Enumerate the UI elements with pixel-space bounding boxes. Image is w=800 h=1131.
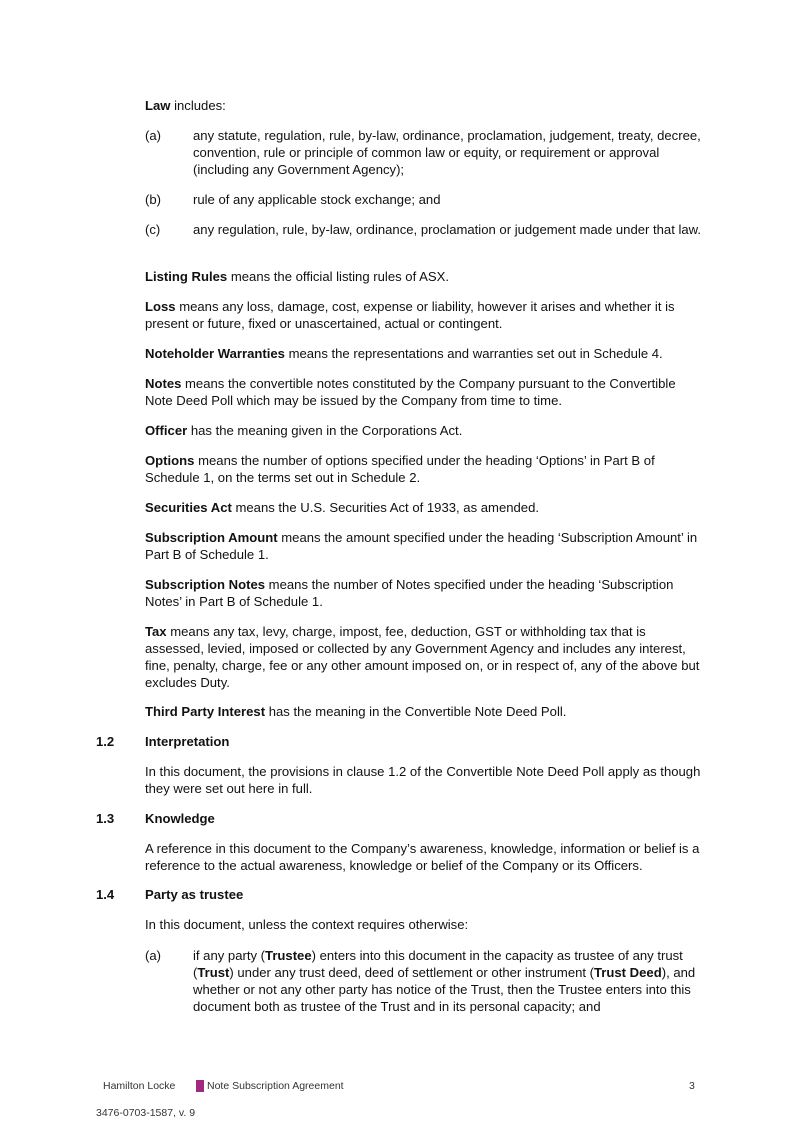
list-item-label: (a) <box>145 128 162 143</box>
definition-listing-rules <box>145 268 705 285</box>
clause-number: 1.3 <box>96 811 115 826</box>
definition-subscription-amount <box>145 529 705 563</box>
list-item <box>145 221 705 238</box>
definition-term: Officer <box>145 423 188 438</box>
definition-term: Listing Rules <box>145 269 228 284</box>
list-item <box>145 191 705 208</box>
definition-text: means the number of options specified under the heading ‘Options’ in Part B of Schedule 1, on the terms set out in Schedule 2. <box>145 453 655 485</box>
footer-title-text: Note Subscription Agreement <box>207 1080 344 1092</box>
defined-term-trust: Trust <box>197 965 230 980</box>
text-run: ), and whether or not any other party has notice of the Trust, then the Trustee enters into this document both as trustee of the Trust and in its personal capacity; and <box>193 965 696 1014</box>
definition-text: means the representations and warranties set out in Schedule 4. <box>284 346 663 361</box>
footer-marker-icon <box>196 1080 204 1092</box>
clause-heading-knowledge <box>96 810 706 827</box>
definition-text: means the number of Notes specified under the heading ‘Subscription Notes’ in Part B of Schedule 1. <box>145 577 674 609</box>
defined-term-trust-deed: Trust Deed <box>594 965 662 980</box>
definition-text: includes: <box>170 98 226 113</box>
document-reference: 3476-0703-1587, v. 9 <box>96 1107 196 1119</box>
definition-subscription-notes <box>145 576 705 610</box>
definition-term: Third Party Interest <box>145 704 266 719</box>
clause-body-interpretation: In this document, the provisions in clause 1.2 of the Convertible Note Deed Poll apply as though they were set out here in full. <box>145 764 701 796</box>
definition-loss <box>145 298 705 332</box>
clause-heading-interpretation <box>96 733 706 750</box>
footer-document-title <box>196 1079 344 1093</box>
list-item <box>145 127 705 178</box>
definition-text: means the amount specified under the heading ‘Subscription Amount’ in Part B of Schedule 1. <box>145 530 698 562</box>
list-item-text <box>193 947 705 1015</box>
footer-firm-name: Hamilton Locke <box>103 1080 176 1092</box>
definition-tax <box>145 623 705 691</box>
definition-text: means the U.S. Securities Act of 1933, as amended. <box>231 500 539 515</box>
definition-securities-act <box>145 499 705 516</box>
list-item-label: (b) <box>145 192 162 207</box>
clause-number: 1.2 <box>96 734 115 749</box>
list-item-label: (a) <box>145 948 162 963</box>
clause-title: Interpretation <box>145 734 230 749</box>
definition-options <box>145 452 705 486</box>
clause-body-knowledge: A reference in this document to the Company’s awareness, knowledge, information or belief is a reference to the actual awareness, knowledge or belief of the Company or its Officers. <box>145 841 700 873</box>
definition-text: means any loss, damage, cost, expense or liability, however it arises and whether it is present or future, fixed or unascertained, actual or contingent. <box>145 299 675 331</box>
clause-title: Party as trustee <box>145 887 244 902</box>
definition-term: Loss <box>145 299 176 314</box>
definition-noteholder-warranties <box>145 345 705 362</box>
list-item-label: (c) <box>145 222 161 237</box>
definition-law <box>145 97 705 114</box>
definition-term: Options <box>145 453 195 468</box>
definition-term: Subscription Notes <box>145 577 266 592</box>
definition-third-party-interest <box>145 703 705 720</box>
definition-text: means the official listing rules of ASX. <box>227 269 449 284</box>
definition-notes <box>145 375 705 409</box>
list-item-text: rule of any applicable stock exchange; and <box>193 192 441 207</box>
clause-heading-party-as-trustee <box>96 886 706 903</box>
clause-number: 1.4 <box>96 887 115 902</box>
definition-term: Securities Act <box>145 500 232 515</box>
text-run: ) enters into this document in the capacity as trustee of any trust ( <box>193 948 683 980</box>
definition-term: Notes <box>145 376 182 391</box>
definition-term: Subscription Amount <box>145 530 278 545</box>
text-run: if any party ( <box>193 948 266 963</box>
definition-text: has the meaning in the Convertible Note Deed Poll. <box>265 704 567 719</box>
defined-term-trustee: Trustee <box>265 948 312 963</box>
definition-text: has the meaning given in the Corporations Act. <box>187 423 463 438</box>
list-item-text: any statute, regulation, rule, by-law, ordinance, proclamation, judgement, treaty, decree, convention, rule or principle of common law or equity, or requirement or approval (including any Government Agency); <box>193 128 701 177</box>
definition-term: Tax <box>145 624 167 639</box>
definition-officer <box>145 422 705 439</box>
definition-text: means any tax, levy, charge, impost, fee, deduction, GST or withholding tax that is assessed, levied, imposed or collected by any Government Agency and includes any interest, fine, penalty, charge, fee or any other amount imposed on, or in respect of, any of the above but excludes Duty. <box>145 624 700 690</box>
definition-text: means the convertible notes constituted by the Company pursuant to the Convertible Note Deed Poll which may be issued by the Company from time to time. <box>145 376 676 408</box>
text-run: ) under any trust deed, deed of settlement or other instrument ( <box>229 965 595 980</box>
clause-title: Knowledge <box>145 811 215 826</box>
list-item <box>145 947 705 1015</box>
definition-term: Noteholder Warranties <box>145 346 285 361</box>
page-number: 3 <box>689 1080 695 1092</box>
list-item-text: any regulation, rule, by-law, ordinance, proclamation or judgement made under that law. <box>193 222 702 237</box>
definition-term: Law <box>145 98 171 113</box>
clause-body-party-as-trustee: In this document, unless the context requires otherwise: <box>145 917 469 932</box>
